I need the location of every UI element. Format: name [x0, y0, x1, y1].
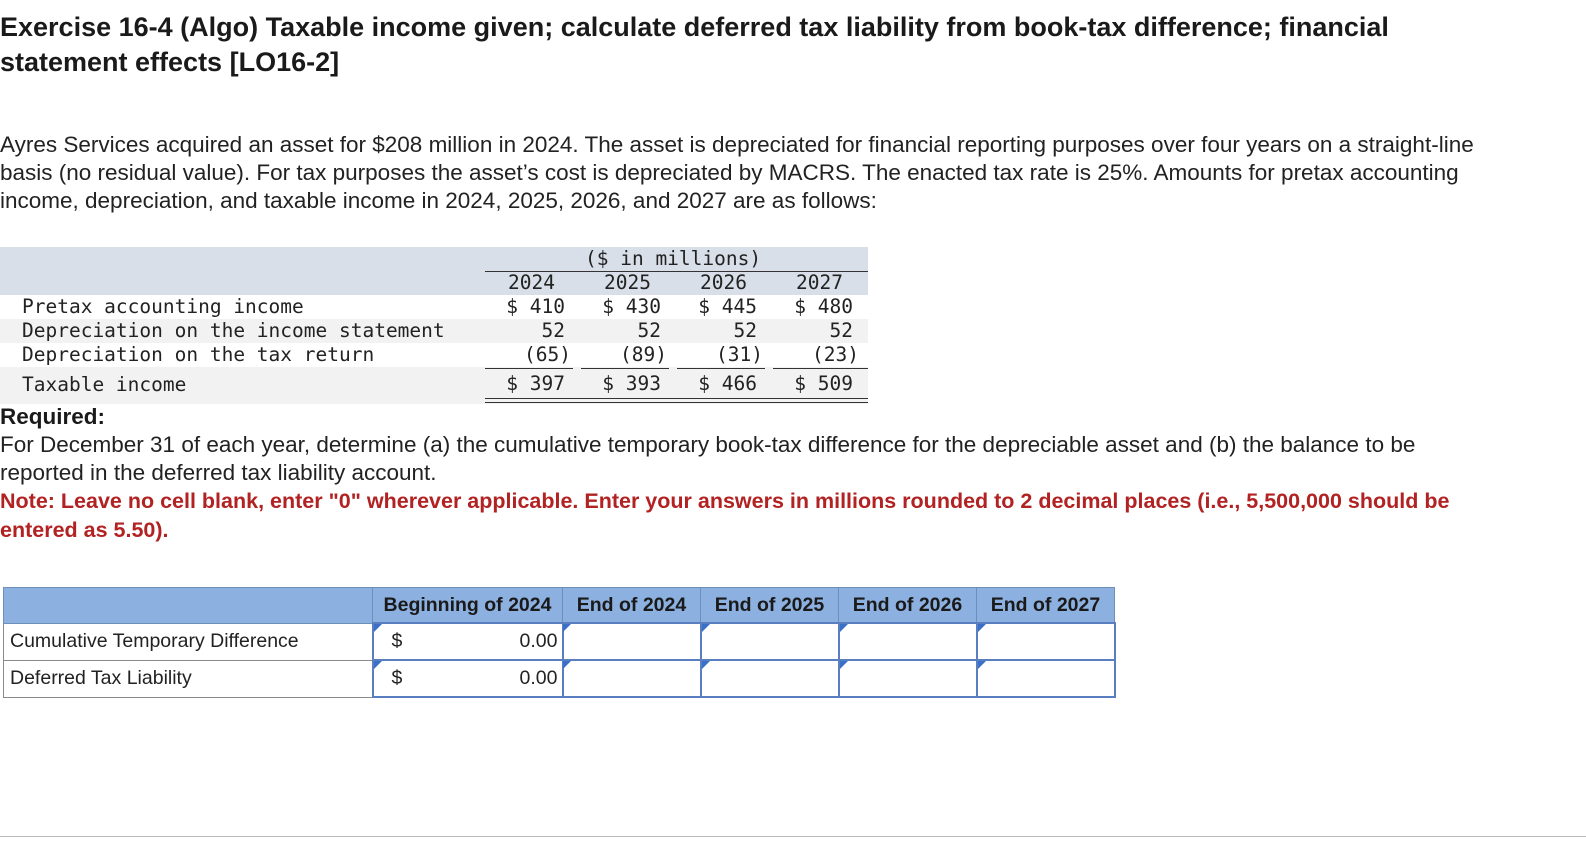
table-row: [4, 660, 1115, 697]
year-header: 2025: [604, 271, 651, 294]
col-header-end-2024: End of 2024: [563, 588, 701, 624]
begin-2024-dtl-cell: [373, 660, 563, 697]
cell-value: $ 445: [698, 295, 757, 318]
flag-marker-icon: [702, 661, 710, 669]
row-label-cumulative-difference: Cumulative Temporary Difference: [4, 623, 373, 660]
input-end-2027-dtl[interactable]: [977, 660, 1115, 697]
col-header-end-2025: End of 2025: [701, 588, 839, 624]
cell-value: 52: [637, 319, 661, 342]
col-header-end-2026: End of 2026: [839, 588, 977, 624]
sum-rule: [677, 368, 765, 369]
begin-2024-cumulative-cell: [373, 623, 563, 660]
cell-value: (89): [620, 343, 667, 366]
flag-marker-icon: [978, 624, 986, 632]
data-table: [0, 247, 870, 404]
sum-rule: [581, 368, 669, 369]
cell-value: $ 393: [602, 372, 661, 395]
currency-symbol: $: [391, 667, 403, 689]
cell-value: $ 397: [506, 372, 565, 395]
input-end-2027-cumulative[interactable]: [977, 623, 1115, 660]
input-end-2024-dtl[interactable]: [563, 660, 701, 697]
exercise-title: Exercise 16-4 (Algo) Taxable income given; calculate deferred tax liability from book-tax difference; financial statement effects [LO16-2]: [0, 12, 1389, 77]
input-end-2025-dtl[interactable]: [701, 660, 839, 697]
year-header: 2024: [508, 271, 555, 294]
sum-rule: [773, 368, 868, 369]
flag-marker-icon: [374, 624, 382, 632]
problem-intro: Ayres Services acquired an asset for $208 million in 2024. The asset is depreciated for financial reporting purposes over four years on a straight-line basis (no residual value). For tax purposes the asset’s cost is depreciated by MACRS. The enacted tax rate is 25%. Amounts for pretax accounting income, depreciation, and taxable income in 2024, 2025, 2026, and 2027 are as follows:: [0, 132, 1474, 213]
total-double-rule: [485, 398, 868, 403]
instruction-note: Note: Leave no cell blank, enter "0" wherever applicable. Enter your answers in millions rounded to 2 decimal places (i.e., 5,500,000 should be entered as 5.50).: [0, 489, 1450, 542]
row-label-deferred-tax-liability: Deferred Tax Liability: [4, 660, 373, 697]
required-heading: Required:: [0, 404, 106, 429]
page-bottom-divider: [0, 836, 1586, 837]
cell-value: $ 430: [602, 295, 661, 318]
cell-value: (31): [716, 343, 763, 366]
cell-value: 52: [733, 319, 757, 342]
sum-rule: [485, 368, 573, 369]
cell-value: (65): [524, 343, 571, 366]
flag-marker-icon: [840, 661, 848, 669]
flag-marker-icon: [978, 661, 986, 669]
row-label: Pretax accounting income: [22, 295, 304, 318]
row-label: Depreciation on the tax return: [22, 343, 375, 366]
cell-value: $ 480: [794, 295, 853, 318]
unit-header: ($ in millions): [585, 247, 762, 270]
flag-marker-icon: [702, 624, 710, 632]
answer-grid: [3, 587, 1116, 698]
year-header: 2027: [796, 271, 843, 294]
row-label: Taxable income: [22, 373, 187, 396]
begin-value: 0.00: [519, 630, 558, 652]
row-label: Depreciation on the income statement: [22, 319, 445, 342]
flag-marker-icon: [840, 624, 848, 632]
input-end-2026-cumulative[interactable]: [839, 623, 977, 660]
cell-value: (23): [812, 343, 859, 366]
col-header-beginning-2024: Beginning of 2024: [373, 588, 563, 624]
cell-value: 52: [541, 319, 565, 342]
currency-symbol: $: [391, 630, 403, 652]
cell-value: $ 509: [794, 372, 853, 395]
flag-marker-icon: [374, 661, 382, 669]
required-text: For December 31 of each year, determine (a) the cumulative temporary book-tax difference for the depreciable asset and (b) the balance to be reported in the deferred tax liability account.: [0, 432, 1416, 485]
table-row: [4, 623, 1115, 660]
begin-value: 0.00: [519, 667, 558, 689]
cell-value: 52: [829, 319, 853, 342]
cell-value: $ 466: [698, 372, 757, 395]
input-end-2024-cumulative[interactable]: [563, 623, 701, 660]
input-end-2026-dtl[interactable]: [839, 660, 977, 697]
cell-value: $ 410: [506, 295, 565, 318]
year-header: 2026: [700, 271, 747, 294]
col-header-end-2027: End of 2027: [977, 588, 1115, 624]
corner-header: [4, 588, 373, 624]
input-end-2025-cumulative[interactable]: [701, 623, 839, 660]
